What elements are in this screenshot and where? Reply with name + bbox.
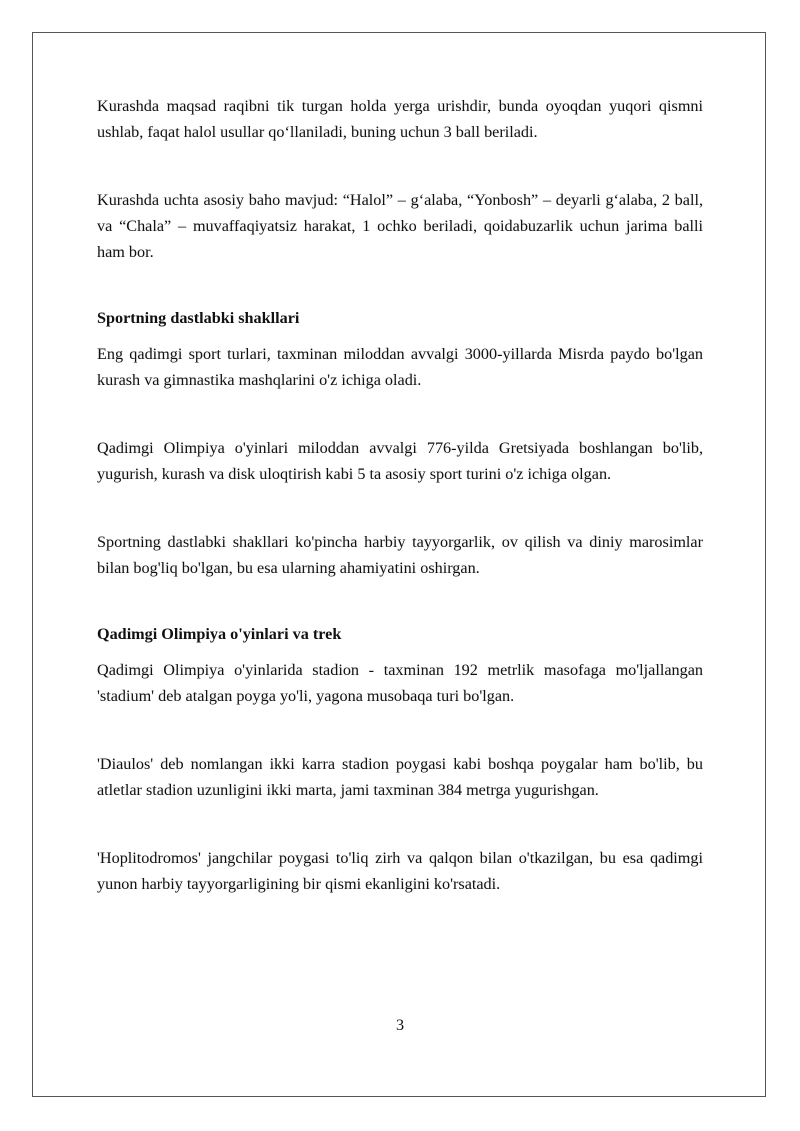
heading-early-sports: Sportning dastlabki shakllari bbox=[97, 309, 300, 327]
paragraph-kurash-scoring: Kurashda uchta asosiy baho mavjud: “Halol” – g‘alaba, “Yonbosh” – deyarli g‘alaba, 2 ball, va “Chala” – muvaffaqiyatsiz harakat, 1 ochko beriladi, qoidabuzarlik uchun jarima balli ham bor. bbox=[97, 191, 703, 261]
paragraph-ancient-sports: Eng qadimgi sport turlari, taxminan miloddan avvalgi 3000-yillarda Misrda paydo bo'lgan kurash va gimnastika mashqlarini o'z ichiga oladi. bbox=[97, 345, 703, 389]
heading-olympics-track: Qadimgi Olimpiya o'yinlari va trek bbox=[97, 625, 342, 643]
paragraph-diaulos: 'Diaulos' deb nomlangan ikki karra stadion poygasi kabi boshqa poygalar ham bo'lib, bu atletlar stadion uzunligini ikki marta, jami taxminan 384 metrga yugurishgan. bbox=[97, 755, 703, 799]
paragraph-ancient-olympics: Qadimgi Olimpiya o'yinlari miloddan avvalgi 776-yilda Gretsiyada boshlangan bo'lib, yugurish, kurash va disk uloqtirish kabi 5 ta asosiy sport turini o'z ichiga olgan. bbox=[97, 439, 703, 483]
paragraph-kurash-goal: Kurashda maqsad raqibni tik turgan holda yerga urishdir, bunda oyoqdan yuqori qismni ushlab, faqat halol usullar qo‘llaniladi, buning uchun 3 ball beriladi. bbox=[97, 97, 703, 141]
paragraph-stadion: Qadimgi Olimpiya o'yinlarida stadion - taxminan 192 metrlik masofaga mo'ljallangan 'stadium' deb atalgan poyga yo'li, yagona musobaqa turi bo'lgan. bbox=[97, 661, 703, 705]
page-number: 3 bbox=[395, 1016, 405, 1034]
paragraph-early-forms: Sportning dastlabki shakllari ko'pincha harbiy tayyorgarlik, ov qilish va diniy marosimlar bilan bog'liq bo'lgan, bu esa ularning ahamiyatini oshirgan. bbox=[97, 533, 703, 577]
page-content bbox=[97, 93, 703, 897]
paragraph-hoplitodromos: 'Hoplitodromos' jangchilar poygasi to'liq zirh va qalqon bilan o'tkazilgan, bu esa qadimgi yunon harbiy tayyorgarligining bir qismi ekanligini ko'rsatadi. bbox=[97, 849, 703, 893]
